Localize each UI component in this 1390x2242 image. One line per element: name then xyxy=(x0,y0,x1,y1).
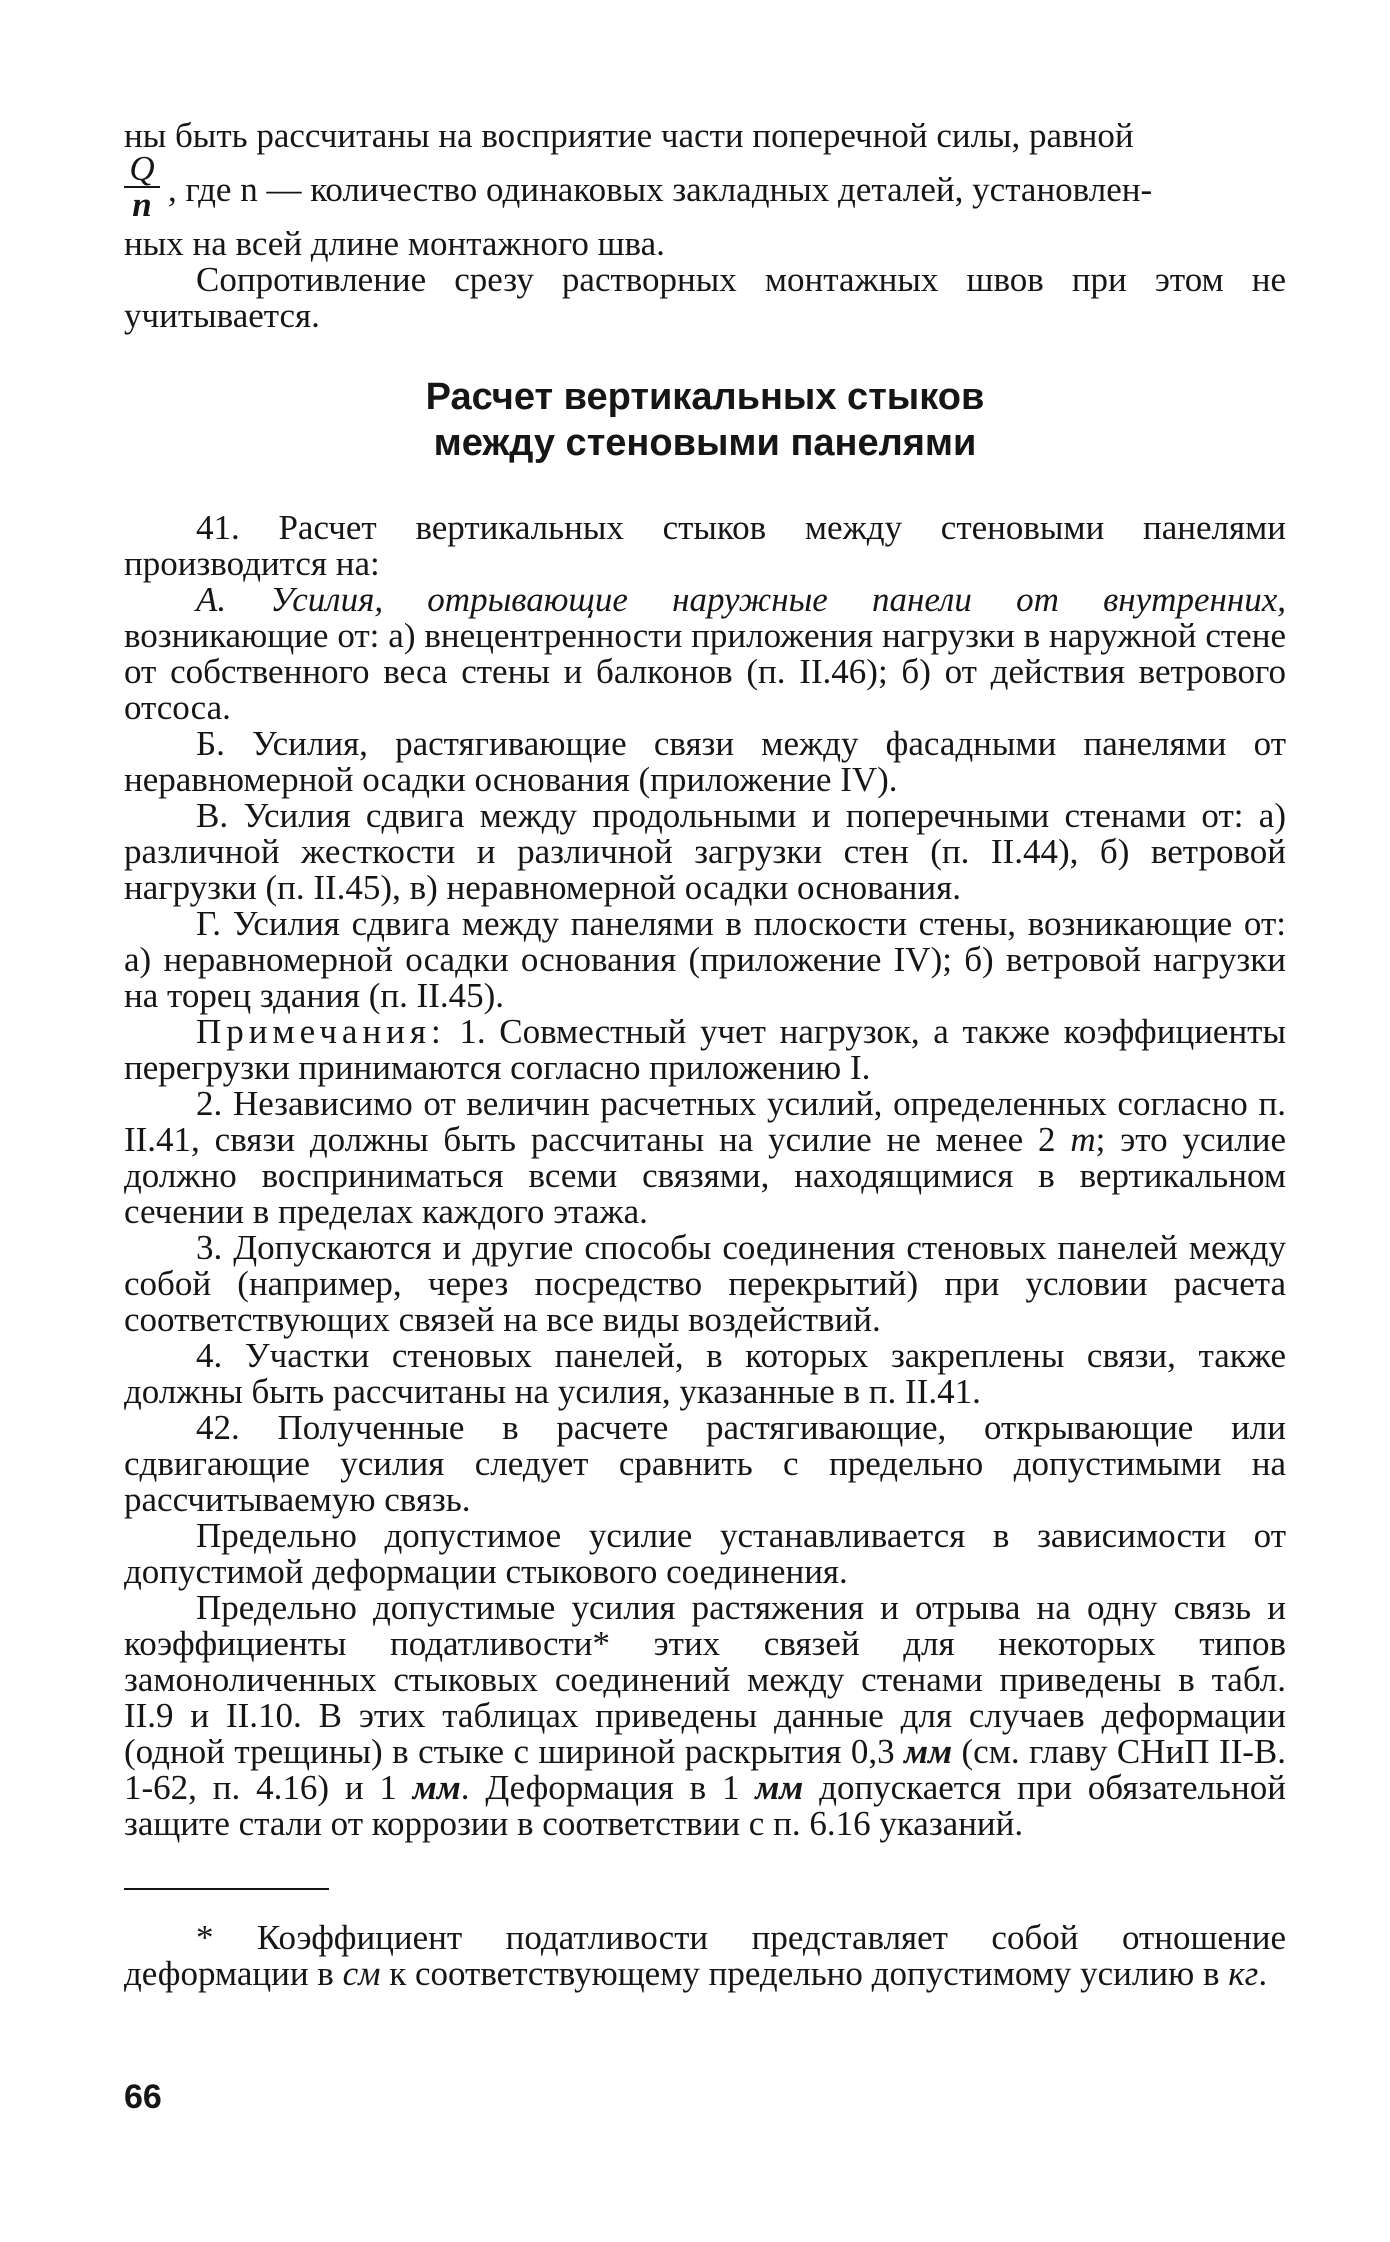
paragraph-42: 42. Полученные в расчете растягивающие, открывающие или сдвигающие усилия следует сравнить с предельно допустимыми на рассчитываемую связь. xyxy=(124,1408,1286,1519)
note-text: 2. Независимо от величин расчетных усилий, определенных согласно п. II.41, связи должны быть рассчитаны на усилие не менее 2 xyxy=(124,1084,1286,1159)
fraction-numerator: Q xyxy=(129,149,155,188)
heading-line: Расчет вертикальных стыков xyxy=(425,376,985,418)
paragraph-41: 41. Расчет вертикальных стыков между стеновыми панелями производится на: xyxy=(124,508,1286,583)
footnote xyxy=(124,1920,1286,1992)
note-2 xyxy=(124,1086,1286,1230)
paragraph-text: (см. главу СНиП II-В. 1-62, п. 4.16) и 1 xyxy=(124,1732,1287,1807)
text-line: ных на всей длине монтажного шва. xyxy=(124,224,665,263)
note-text: 1. Совместный учет нагрузок, а также коэффициенты перегрузки принимаются согласно приложению I. xyxy=(124,1012,1286,1087)
note-text: ; это усилие должно восприниматься всеми связями, находящимися в вертикальном сечении в пределах каждого этажа. xyxy=(124,1120,1286,1231)
italic-text: А. Усилия, отрывающие наружные панели от внутренних, xyxy=(196,580,1286,619)
section-heading xyxy=(124,374,1286,466)
fraction-denominator: n xyxy=(132,185,152,224)
unit-text: т xyxy=(1070,1120,1096,1159)
unit-text: см xyxy=(342,1954,381,1993)
page-body xyxy=(124,118,1286,1992)
note-1 xyxy=(124,1014,1286,1086)
unit-text: кг xyxy=(1228,1954,1259,1993)
footnote-divider xyxy=(124,1888,329,1890)
fraction-line xyxy=(124,149,1286,226)
text-line: ны быть рассчитаны на восприятие части поперечной силы, равной xyxy=(124,116,1134,155)
paragraph-text: допускается при обязательной защите стали от коррозии в соответствии с п. 6.16 указаний. xyxy=(124,1768,1286,1843)
paragraph-v: В. Усилия сдвига между продольными и поперечными стенами от: а) различной жесткости и различной загрузки стен (п. II.44), б) ветровой нагрузки (п. II.45), в) неравномерной осадки основания. xyxy=(124,796,1286,907)
note-3: 3. Допускаются и другие способы соединения стеновых панелей между собой (например, через посредство перекрытий) при условии расчета соответствующих связей на все виды воздействий. xyxy=(124,1228,1286,1339)
unit-text: мм xyxy=(904,1732,953,1771)
paragraph-g: Г. Усилия сдвига между панелями в плоскости стены, возникающие от: а) неравномерной осадки основания (приложение IV); б) ветровой нагрузки на торец здания (п. II.45). xyxy=(124,904,1286,1015)
unit-text: мм xyxy=(412,1768,461,1807)
footnote-text: * Коэффициент податливости представляет собой отношение деформации в xyxy=(124,1918,1286,1993)
paragraph-text: . Деформация в 1 xyxy=(460,1768,756,1807)
footnote-text: к соответствующему предельно допустимому усилию в xyxy=(380,1954,1229,1993)
text-line: , где n — количество одинаковых закладных деталей, установлен- xyxy=(168,170,1153,209)
paragraph-text: Предельно допустимые усилия растяжения и отрыва на одну связь и коэффициенты податливости* этих связей для некоторых типов замоноличенных стыковых соединений между стенами приведены в табл. II.9 и II.10. В этих таблицах приведены данные для случаев деформации (одной трещины) в стыке с шириной раскрытия 0,3 xyxy=(124,1588,1286,1771)
paragraph-a xyxy=(124,582,1286,726)
paragraph-b: Б. Усилия, растягивающие связи между фасадными панелями от неравномерной осадки основания (приложение IV). xyxy=(124,724,1286,799)
paragraph-tables xyxy=(124,1590,1286,1842)
paragraph-text: возникающие от: а) внецентренности приложения нагрузки в наружной стене от собственного веса стены и балконов (п. II.46); б) от действия ветрового отсоса. xyxy=(124,616,1286,727)
note-4: 4. Участки стеновых панелей, в которых закреплены связи, также должны быть рассчитаны на усилия, указанные в п. II.41. xyxy=(124,1336,1286,1411)
page-number: 66 xyxy=(124,2078,162,2116)
unit-text: мм xyxy=(755,1768,804,1807)
heading-line: между стеновыми панелями xyxy=(433,422,977,464)
paragraph-limit: Предельно допустимое усилие устанавливается в зависимости от допустимой деформации стыкового соединения. xyxy=(124,1516,1286,1591)
notes-label: Примечания: xyxy=(196,1012,446,1051)
footnote-text: . xyxy=(1258,1954,1268,1993)
paragraph: Сопротивление срезу растворных монтажных швов при этом не учитывается. xyxy=(124,260,1286,335)
fraction-q-over-n xyxy=(124,149,160,224)
